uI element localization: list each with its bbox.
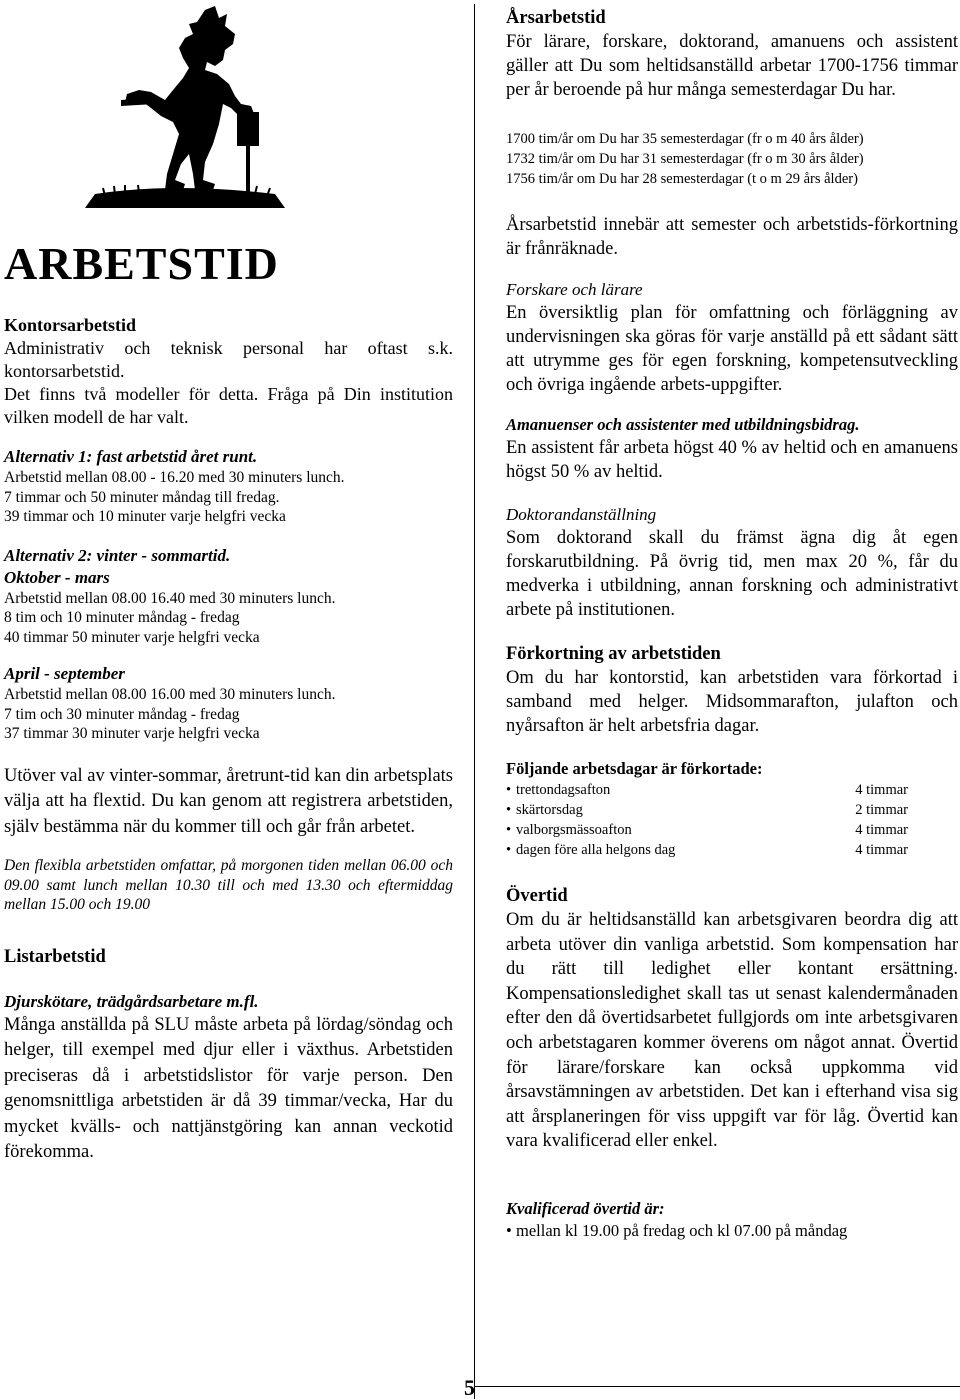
doktorand-title: Doktorandanställning [506, 505, 657, 524]
april-line: 7 tim och 30 minuter måndag - fredag [4, 705, 240, 723]
lista-title: Listarbetstid [4, 946, 106, 967]
amanuens-title: Amanuenser och assistenter med utbildningsbidrag. [506, 415, 860, 434]
alt2-line: Arbetstid mellan 08.00 16.40 med 30 minuters lunch. [4, 589, 336, 607]
lista-text: Många anställda på SLU måste arbeta på lördag/söndag och helger, till exempel med djur eller i växthus. Arbetstiden preciseras då i arbetstidslistor för varje person. Den genomsnittliga arbetstiden är då 39 timmar/vecka, Har du mycket kvälls- och nattjänstgöring kan annan veckotid förekomma. [4, 1014, 453, 1162]
alt1-title: Alternativ 1: fast arbetstid året runt. [4, 447, 258, 466]
forkortning-text: Om du har kontorstid, kan arbetstiden vara förkortad i samband med helger. Midsommarafton, julafton och nyårsafton är helt arbetsfria dagar. [506, 668, 958, 736]
list-item [506, 800, 958, 820]
day-name: • trettondagsafton [516, 782, 611, 798]
overtid-title: Övertid [506, 886, 568, 906]
shortened-days-list [506, 780, 958, 860]
alt2-subtitle: Oktober - mars [4, 567, 110, 587]
ars-text: För lärare, forskare, doktorand, amanuens och assistent gäller att Du som heltidsanställd arbetar 1700-1756 timmar per år beroende på hur många semesterdagar Du har. [506, 32, 958, 100]
alt2-line: 8 tim och 10 minuter måndag - fredag [4, 609, 240, 626]
silhouette-illustration [55, 4, 295, 214]
ars-hours-line: 1756 tim/år om Du har 28 semesterdagar (t o m 29 års ålder) [506, 171, 858, 187]
day-name: • skärtorsdag [516, 802, 583, 818]
alt1-line: 39 timmar och 10 minuter varje helgfri vecka [4, 508, 286, 525]
ars-hours-line: 1700 tim/år om Du har 35 semesterdagar (fr o m 40 års ålder) [506, 131, 864, 147]
alt2-line: 40 timmar 50 minuter varje helgfri vecka [4, 628, 260, 646]
kontor-section [4, 314, 453, 429]
day-name: • dagen före alla helgons dag [516, 842, 676, 858]
page-heading: ARBETSTID [4, 238, 279, 289]
forskare-text: En översiktlig plan för omfattning och förläggning av undervisningen ska göras för varje anställd på ett sådant sätt att utrymme ges för egen forskning, kompetensutveckling och övriga ingående arbets-uppgifter. [506, 303, 958, 395]
list-item [506, 780, 958, 800]
forskare-title: Forskare och lärare [506, 280, 643, 299]
kontor-text-1: Administrativ och teknisk personal har oftast s.k. kontorsarbetstid. [4, 338, 453, 381]
april-line: 37 timmar 30 minuter varje helgfri vecka [4, 725, 260, 742]
alt2-section [4, 545, 453, 648]
flextid-note: Den flexibla arbetstiden omfattar, på morgonen tiden mellan 06.00 och 09.00 samt lunch mellan 10.30 till och med 13.30 och eftermiddag mellan 15.00 och 19.00 [4, 857, 453, 913]
day-hours: 4 timmar [855, 782, 908, 798]
ars-section [506, 6, 958, 102]
page-number: 5 [464, 1375, 475, 1400]
foljande-section [506, 758, 958, 860]
alt1-section [4, 446, 453, 527]
kontor-title: Kontorsarbetstid [4, 315, 136, 335]
lista-subtitle: Djurskötare, trädgårdsarbetare m.fl. [4, 991, 259, 1011]
ars-note: Årsarbetstid innebär att semester och arbetstids-förkortning är frånräknade. [506, 215, 958, 259]
forkortning-section [506, 642, 958, 738]
forskare-section [506, 279, 958, 397]
april-line: Arbetstid mellan 08.00 16.00 med 30 minuters lunch. [4, 686, 336, 703]
alt2-title: Alternativ 2: vinter - sommartid. [4, 545, 231, 565]
foljande-title: Följande arbetsdagar är förkortade: [506, 759, 763, 778]
kvalificerad-section [506, 1198, 958, 1242]
day-hours: 2 timmar [855, 802, 908, 818]
left-column [4, 236, 453, 1166]
forkortning-title: Förkortning av arbetstiden [506, 644, 721, 664]
overtid-text: Om du är heltidsanställd kan arbetsgivaren beordra dig att arbeta utöver din vanliga arbetstid. Som kompensation har du rätt till ledighet eller kontant ersättning. Kompensationsledighet skall tas ut senast kalendermånaden efter den då övertidsarbetet fullgjords om inte arbetsgivaren och arbetstagaren kommer överens om något annat. Övertid för lärare/forskare kan också uppkomma vid årsavstämningen av arbetstiden. Det kan i efterhand visa sig att årsplaneringen för viss uppgift var för låg. Övertid kan vara kvalificerad eller enkel. [506, 910, 958, 1152]
footer-rule [474, 1386, 960, 1387]
ars-hours-line: 1732 tim/år om Du har 31 semesterdagar (fr o m 30 års ålder) [506, 151, 864, 167]
list-item [506, 840, 958, 860]
day-hours: 4 timmar [855, 842, 908, 858]
overtid-section [506, 884, 958, 1154]
april-section [4, 663, 453, 744]
ars-hours [506, 129, 958, 189]
day-name: • valborgsmässoafton [516, 822, 632, 838]
flextid-text: Utöver val av vinter-sommar, åretrunt-tid kan din arbetsplats välja att ha flextid. Du kan genom att registrera arbetstiden, själv bestämma när du kommer till och går från arbetet. [4, 765, 453, 837]
right-column [506, 6, 958, 1242]
kvalificerad-title: Kvalificerad övertid är: [506, 1198, 665, 1218]
doktorand-section [506, 504, 958, 622]
amanuens-text: En assistent får arbeta högst 40 % av heltid och en amanuens högst 50 % av heltid. [506, 438, 958, 482]
kontor-text-2: Det finns två modeller för detta. Fråga på Din institution vilken modell de har valt. [4, 384, 453, 427]
alt1-line: 7 timmar och 50 minuter måndag till fredag. [4, 488, 280, 506]
ars-title: Årsarbetstid [506, 8, 606, 28]
column-divider [474, 4, 475, 1399]
list-item: • mellan kl 19.00 på fredag och kl 07.00 på måndag [506, 1220, 958, 1242]
day-hours: 4 timmar [855, 822, 908, 838]
doktorand-text: Som doktorand skall du främst ägna dig åt egen forskarutbildning. På övrig tid, men max 20 %, får du medverka i utbildning, annan forskning och administrativt arbete på institutionen. [506, 528, 958, 620]
alt1-line: Arbetstid mellan 08.00 - 16.20 med 30 minuters lunch. [4, 469, 345, 486]
list-item [506, 820, 958, 840]
april-title: April - september [4, 664, 125, 683]
amanuens-section [506, 414, 958, 484]
kvalificerad-list [506, 1220, 958, 1242]
